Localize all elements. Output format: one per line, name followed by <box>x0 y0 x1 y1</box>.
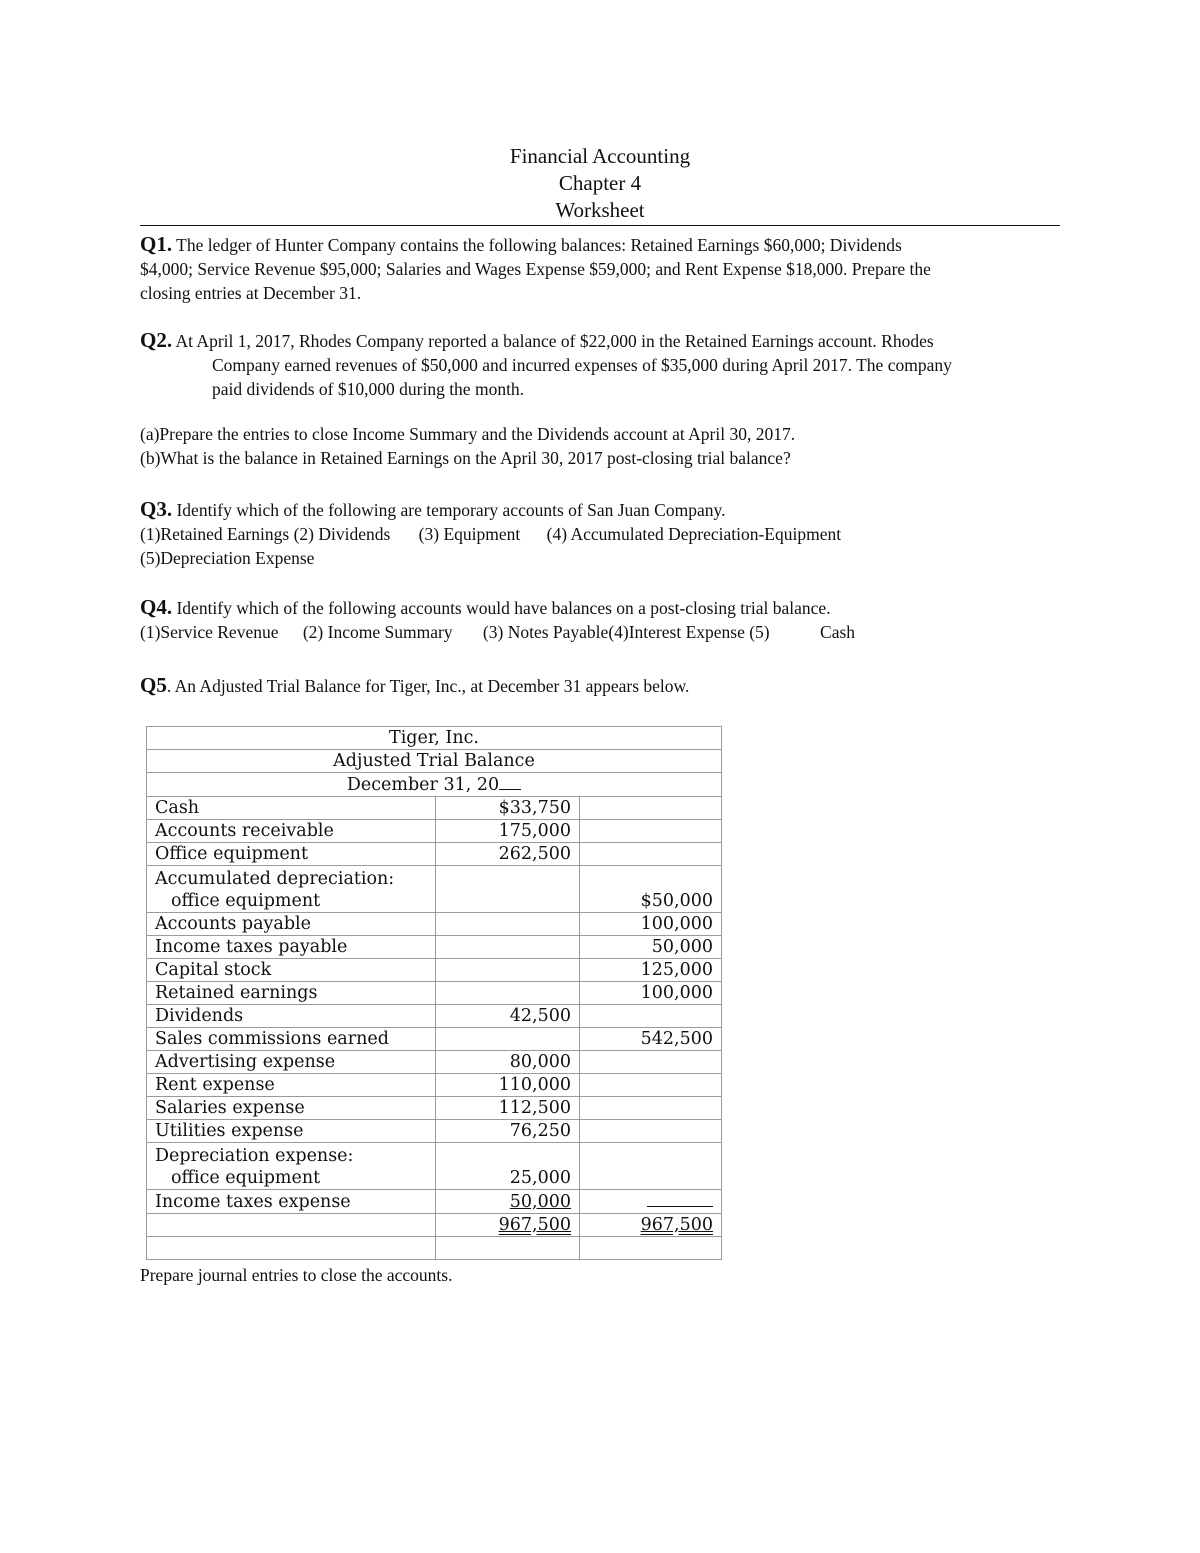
credit-amount <box>580 1051 722 1074</box>
account-name: Salaries expense <box>147 1097 436 1120</box>
table-row <box>147 913 722 936</box>
debit-amount: 262,500 <box>436 843 580 866</box>
credit-amount <box>580 1005 722 1028</box>
question-1 <box>140 232 1060 305</box>
account-name: Rent expense <box>147 1074 436 1097</box>
question-3 <box>140 497 1060 570</box>
option-2: (2) Income Summary <box>302 622 453 642</box>
table-date <box>147 773 722 797</box>
account-name: Capital stock <box>147 959 436 982</box>
table-row <box>147 843 722 866</box>
credit-amount <box>580 1120 722 1143</box>
debit-amount <box>436 866 580 913</box>
option-4: (4)Interest Expense <box>608 622 745 642</box>
option-4: (4) Accumulated Depreciation-Equipment <box>546 524 842 544</box>
date-blank <box>499 773 521 790</box>
question-text: Company earned revenues of $50,000 and incurred expenses of $35,000 during April 2017. The company <box>212 355 952 375</box>
account-name: Cash <box>147 797 436 820</box>
course-title: Financial Accounting <box>509 144 691 168</box>
question-text: . An Adjusted Trial Balance for Tiger, Inc., at December 31 appears below. <box>166 676 690 696</box>
question-text: Identify which of the following accounts would have balances on a post-closing trial balance. <box>176 598 831 618</box>
credit-amount <box>580 1074 722 1097</box>
table-row <box>147 797 722 820</box>
option-3: (3) Notes Payable <box>482 622 609 642</box>
credit-underline <box>580 1190 722 1214</box>
table-row <box>147 820 722 843</box>
table-row <box>147 959 722 982</box>
question-5 <box>140 673 1060 698</box>
question-text: The ledger of Hunter Company contains the following balances: Retained Earnings $60,000; Dividends <box>176 235 902 255</box>
account-name: Utilities expense <box>147 1120 436 1143</box>
total-credit <box>580 1214 722 1237</box>
total-credit-value: 967,500 <box>640 1215 713 1235</box>
account-name <box>147 1143 436 1190</box>
credit-amount: 100,000 <box>580 982 722 1005</box>
account-name: Income taxes payable <box>147 936 436 959</box>
question-2-parts <box>140 422 1060 470</box>
total-debit-value: 967,500 <box>498 1215 571 1235</box>
account-name: Dividends <box>147 1005 436 1028</box>
credit-amount: 100,000 <box>580 913 722 936</box>
empty-cell <box>147 1237 436 1260</box>
table-row <box>147 1097 722 1120</box>
question-number: Q1. <box>140 232 173 256</box>
credit-amount: 125,000 <box>580 959 722 982</box>
question-number: Q2. <box>140 328 173 352</box>
table-row <box>147 1190 722 1214</box>
option-5: (5) <box>749 622 770 642</box>
table-row <box>147 1028 722 1051</box>
question-part-b: (b)What is the balance in Retained Earnings on the April 30, 2017 post-closing trial balance? <box>140 448 791 468</box>
debit-amount-value: 50,000 <box>509 1192 571 1212</box>
account-name-line2: office equipment <box>171 1168 321 1188</box>
adjusted-trial-balance-table <box>146 726 722 1260</box>
debit-amount <box>436 1190 580 1214</box>
account-name: Accounts payable <box>147 913 436 936</box>
credit-amount <box>580 1097 722 1120</box>
account-name: Retained earnings <box>147 982 436 1005</box>
chapter-title: Chapter 4 <box>558 171 642 195</box>
table-row <box>147 1143 722 1190</box>
debit-amount <box>436 1028 580 1051</box>
table-total-row <box>147 1214 722 1237</box>
option-1: (1)Service Revenue <box>140 622 279 642</box>
option-5: (5)Depreciation Expense <box>140 548 315 568</box>
table-row <box>147 936 722 959</box>
debit-amount: 25,000 <box>436 1143 580 1190</box>
debit-amount <box>436 936 580 959</box>
account-name-line1: Depreciation expense: <box>155 1146 354 1166</box>
empty-cell <box>436 1237 580 1260</box>
account-name: Accounts receivable <box>147 820 436 843</box>
account-name: Income taxes expense <box>147 1190 436 1214</box>
total-debit <box>436 1214 580 1237</box>
credit-amount <box>580 843 722 866</box>
debit-amount: 42,500 <box>436 1005 580 1028</box>
account-name: Office equipment <box>147 843 436 866</box>
debit-amount: 80,000 <box>436 1051 580 1074</box>
question-text: $4,000; Service Revenue $95,000; Salaries and Wages Expense $59,000; and Rent Expense $18,000. Prepare the <box>140 259 931 279</box>
account-name <box>147 866 436 913</box>
credit-amount: 542,500 <box>580 1028 722 1051</box>
account-name: Sales commissions earned <box>147 1028 436 1051</box>
table-row <box>147 866 722 913</box>
question-part-a: (a)Prepare the entries to close Income Summary and the Dividends account at April 30, 2017. <box>140 424 796 444</box>
document-title <box>140 143 1060 224</box>
table-row <box>147 982 722 1005</box>
credit-amount <box>580 820 722 843</box>
debit-amount <box>436 959 580 982</box>
credit-amount: 50,000 <box>580 936 722 959</box>
question-number: Q3. <box>140 497 173 521</box>
credit-blank-line <box>647 1190 713 1207</box>
closing-instruction: Prepare journal entries to close the accounts. <box>140 1265 453 1285</box>
option-3: (3) Equipment <box>418 524 521 544</box>
option-5-label: Cash <box>820 622 856 642</box>
debit-amount <box>436 913 580 936</box>
debit-amount: $33,750 <box>436 797 580 820</box>
account-name-line1: Accumulated depreciation: <box>155 869 395 889</box>
question-number: Q5 <box>140 673 167 697</box>
table-title: Adjusted Trial Balance <box>147 750 722 773</box>
debit-amount: 76,250 <box>436 1120 580 1143</box>
debit-amount: 110,000 <box>436 1074 580 1097</box>
table-company: Tiger, Inc. <box>147 727 722 750</box>
credit-amount <box>580 797 722 820</box>
empty-cell <box>580 1237 722 1260</box>
option-2: (2) Dividends <box>293 524 391 544</box>
table-row <box>147 1005 722 1028</box>
question-number: Q4. <box>140 595 173 619</box>
table-row <box>147 1120 722 1143</box>
total-label-cell <box>147 1214 436 1237</box>
credit-amount <box>580 1143 722 1190</box>
question-text: Identify which of the following are temporary accounts of San Juan Company. <box>176 500 726 520</box>
table-row <box>147 1051 722 1074</box>
credit-amount: $50,000 <box>580 866 722 913</box>
question-2 <box>140 328 1060 401</box>
table-row <box>147 1074 722 1097</box>
debit-amount <box>436 982 580 1005</box>
table-row-empty <box>147 1237 722 1260</box>
title-divider <box>140 225 1060 226</box>
table-date-text: December 31, 20 <box>346 775 500 795</box>
account-name-line2: office equipment <box>171 891 321 911</box>
question-text: paid dividends of $10,000 during the month. <box>212 379 525 399</box>
option-1: (1)Retained Earnings <box>140 524 290 544</box>
debit-amount: 175,000 <box>436 820 580 843</box>
question-4 <box>140 595 1060 644</box>
question-text: closing entries at December 31. <box>140 283 362 303</box>
worksheet-title: Worksheet <box>555 198 645 222</box>
debit-amount: 112,500 <box>436 1097 580 1120</box>
account-name: Advertising expense <box>147 1051 436 1074</box>
question-text: At April 1, 2017, Rhodes Company reported a balance of $22,000 in the Retained Earnings account. Rhodes <box>175 331 934 351</box>
